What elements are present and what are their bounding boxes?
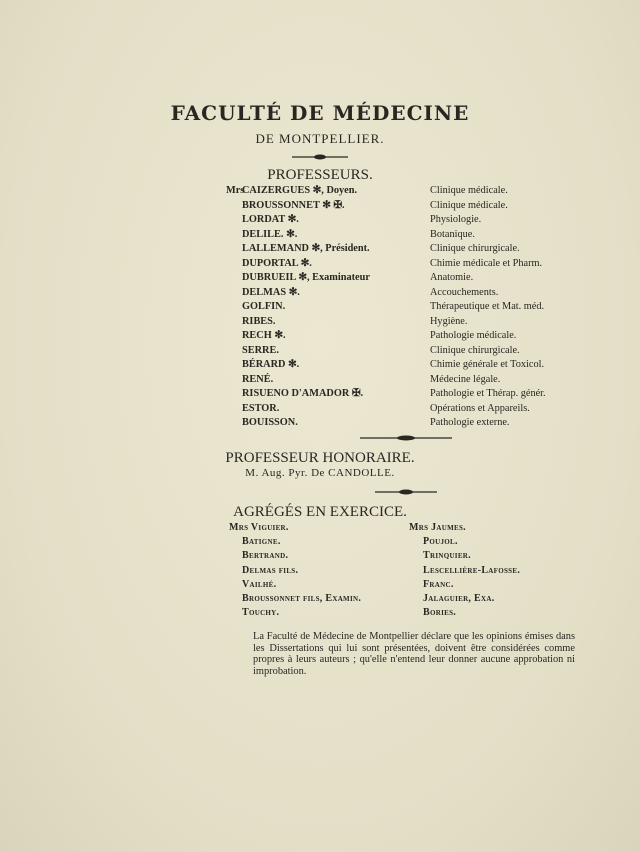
professor-name: DELMAS ✻.: [242, 286, 300, 298]
list-item: [242, 329, 582, 344]
list-item: [242, 373, 582, 388]
list-item: [242, 387, 582, 402]
list-item: Mrs Viguier.: [229, 522, 289, 533]
list-item: Delmas fils.: [242, 564, 299, 576]
professor-name: BROUSSONNET ✻ ✠.: [242, 199, 345, 211]
professor-name: SERRE.: [242, 344, 279, 356]
list-item: [242, 315, 582, 330]
professor-chair: Anatomie.: [430, 272, 474, 283]
professor-chair: Pathologie externe.: [430, 417, 510, 428]
professor-chair: Clinique médicale.: [430, 199, 508, 211]
professor-chair: Chimie générale et Toxicol.: [430, 359, 545, 370]
list-item: Vailhé.: [242, 578, 277, 590]
professeurs-list: [242, 184, 582, 431]
professor-name: RISUENO D'AMADOR ✠.: [242, 388, 364, 399]
list-item: [242, 228, 582, 243]
professor-chair: Médecine légale.: [430, 373, 501, 385]
honorary-name: M. Aug. Pyr. De CANDOLLE.: [245, 467, 395, 479]
professor-chair: Opérations et Appareils.: [430, 402, 530, 414]
list-item: Mrs Jaumes.: [409, 522, 466, 533]
messieurs-abbrev: Mrs: [226, 185, 245, 196]
agreges-heading: AGRÉGÉS EN EXERCICE.: [233, 504, 407, 520]
faculty-notice: La Faculté de Médecine de Montpellier déclare que les opinions émises dans les Dissertations qui lui sont présentées, doivent être considérées comme propres à leurs auteurs ; qu'elle n'entend leur donner aucune approbation ni improbation.: [253, 631, 575, 677]
professor-chair: Pathologie médicale.: [430, 330, 517, 341]
professor-name: RENÉ.: [242, 373, 274, 385]
list-item: Jalaguier, Exa.: [423, 592, 495, 604]
list-item: [242, 184, 582, 199]
ornament-rule-1: [290, 153, 350, 161]
list-item: Broussonnet fils, Examin.: [242, 592, 362, 604]
list-item: Bories.: [423, 607, 457, 619]
professor-chair: Pathologie et Thérap. génér.: [430, 388, 546, 399]
professor-name: ESTOR.: [242, 402, 280, 414]
list-item: Touchy.: [242, 607, 280, 619]
professor-name: LORDAT ✻.: [242, 214, 299, 225]
list-item: [242, 358, 582, 373]
professor-name: GOLFIN.: [242, 301, 286, 312]
professor-name: BÉRARD ✻.: [242, 359, 300, 370]
professor-name: DUPORTAL ✻.: [242, 257, 312, 269]
professor-chair: Clinique chirurgicale.: [430, 344, 520, 356]
list-item: [242, 416, 582, 431]
professor-chair: Chimie médicale et Pharm.: [430, 257, 543, 269]
honorary-heading: PROFESSEUR HONORAIRE.: [225, 450, 415, 466]
professor-name: LALLEMAND ✻, Président.: [242, 243, 370, 254]
list-item: [242, 257, 582, 272]
professor-name: DELILE. ✻.: [242, 228, 298, 240]
professor-name: RIBES.: [242, 315, 276, 327]
ornament-rule-2: [358, 434, 454, 442]
list-item: [242, 300, 582, 315]
professor-name: RECH ✻.: [242, 330, 286, 341]
list-item: [242, 286, 582, 301]
professor-chair: Physiologie.: [430, 214, 482, 225]
professor-name: BOUISSON.: [242, 417, 298, 428]
professor-chair: Thérapeutique et Mat. méd.: [430, 301, 545, 312]
professor-name: DUBRUEIL ✻, Examinateur: [242, 272, 370, 283]
list-item: Batigne.: [242, 536, 281, 548]
list-item: Poujol.: [423, 536, 458, 548]
list-item: Trinquier.: [423, 550, 471, 562]
agreges-right-column: [409, 521, 520, 620]
faculty-subtitle: DE MONTPELLIER.: [255, 131, 385, 146]
professor-chair: Clinique médicale.: [430, 185, 508, 196]
faculty-title: FACULTÉ DE MÉDECINE: [170, 101, 470, 125]
professor-chair: Botanique.: [430, 228, 475, 240]
professor-chair: Accouchements.: [430, 286, 499, 298]
agreges-left-column: [229, 521, 361, 620]
list-item: [242, 344, 582, 359]
professor-chair: Clinique chirurgicale.: [430, 243, 520, 254]
list-item: [242, 271, 582, 286]
list-item: [242, 402, 582, 417]
list-item: [242, 242, 582, 257]
professor-name: CAIZERGUES ✻, Doyen.: [242, 185, 358, 196]
professor-chair: Hygiène.: [430, 315, 468, 327]
list-item: Franc.: [423, 578, 454, 590]
list-item: Bertrand.: [242, 550, 289, 562]
professeurs-heading: PROFESSEURS.: [267, 167, 373, 183]
ornament-rule-3: [373, 488, 439, 496]
list-item: [242, 213, 582, 228]
list-item: [242, 199, 582, 214]
list-item: Lescellière-Lafosse.: [423, 564, 521, 576]
